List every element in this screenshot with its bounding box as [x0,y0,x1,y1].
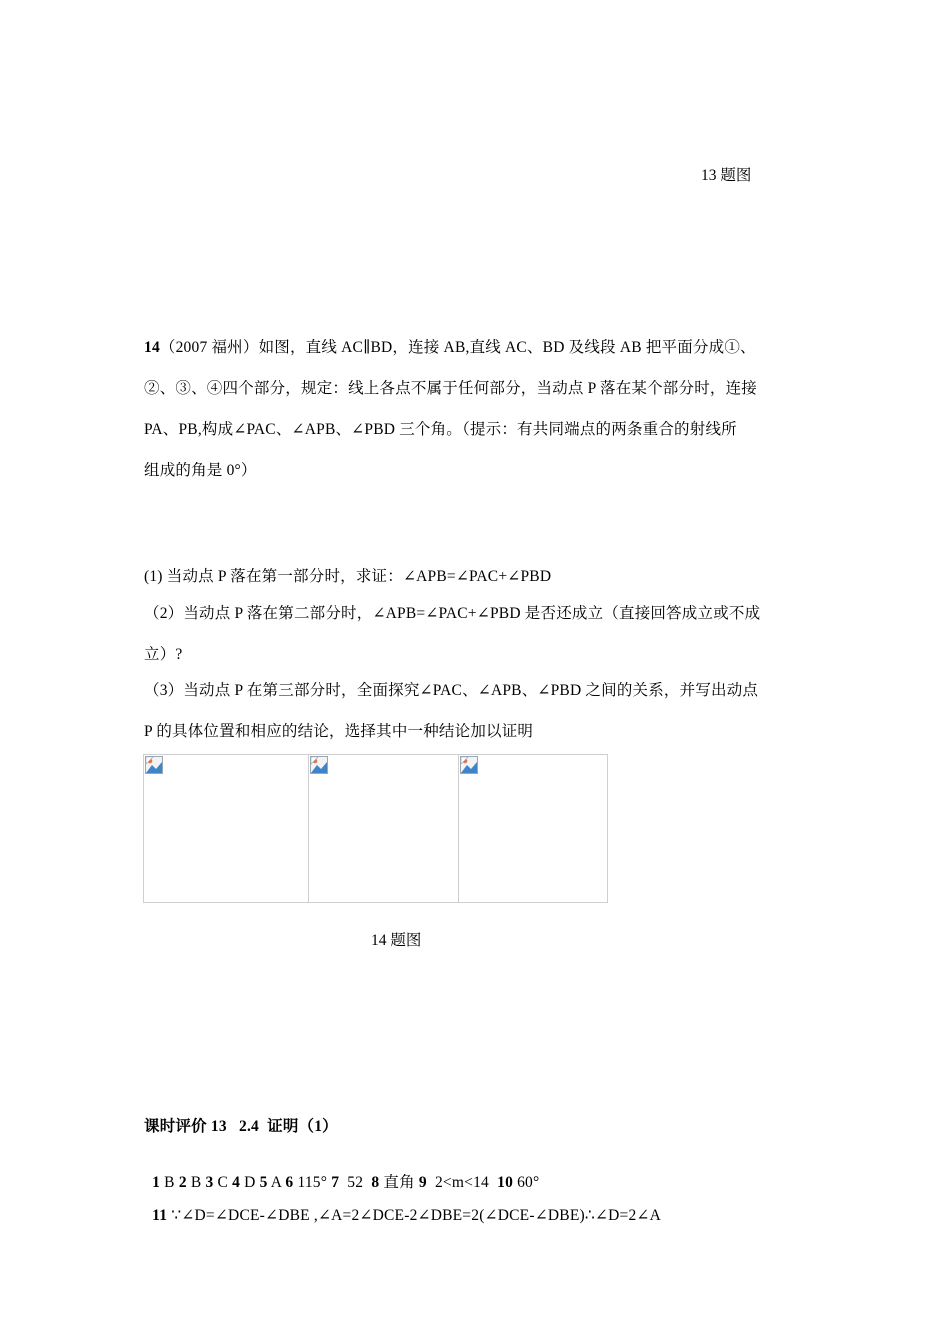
question-14-part-2-line-1: （2）当动点 P 落在第二部分时，∠APB=∠PAC+∠PBD 是否还成立（直接回答成立或不成 [144,605,761,622]
question-14-number: 14 [144,339,160,356]
answer-number: 2 [178,1174,187,1191]
broken-image-icon [145,756,163,774]
answer-value: B [160,1174,179,1191]
answer-number: 1 [152,1174,161,1191]
answer-number: 5 [259,1174,268,1191]
figure-14-caption: 14 题图 [371,932,422,949]
broken-image-icon [460,756,478,774]
question-14-line-4: 组成的角是 0°） [144,462,257,479]
answer-number: 3 [205,1174,214,1191]
question-14-part-2-line-2: 立）? [144,646,183,663]
answer-value: B [186,1174,206,1191]
answer-value: A [267,1174,286,1191]
figure-14-image-3 [459,754,608,903]
answer-number: 10 [497,1174,514,1191]
answers-heading: 课时评价 13 2.4 证明（1） [144,1118,338,1135]
answer-number: 6 [285,1174,294,1191]
question-14-part-3-line-1: （3）当动点 P 在第三部分时，全面探究∠PAC、∠APB、∠PBD 之间的关系，并写出动点 [144,682,759,699]
answer-number: 7 [331,1174,340,1191]
figure-13-caption: 13 题图 [701,167,752,184]
figure-14-image-1 [143,754,309,903]
question-14-line-1 [144,335,756,357]
answer-number: 4 [232,1174,241,1191]
answer-11-number: 11 [152,1207,168,1224]
figure-14-image-2 [309,754,459,903]
answer-value: 52 [339,1174,372,1191]
question-14-line-3: PA、PB,构成∠PAC、∠APB、∠PBD 三个角。（提示：有共同端点的两条重合的射线所 [144,421,737,438]
answer-value: 2<m<14 [426,1174,498,1191]
answer-value: 60° [513,1174,540,1191]
answer-value: 直角 [379,1174,419,1191]
question-14-part-1: (1) 当动点 P 落在第一部分时，求证：∠APB=∠PAC+∠PBD [144,568,552,585]
answer-value: C [213,1174,233,1191]
broken-image-icon [310,756,328,774]
answer-value: D [240,1174,260,1191]
answer-number: 9 [418,1174,427,1191]
question-14-text-1: （2007 福州）如图，直线 AC∥BD，连接 AB,直线 AC、BD 及线段 AB 把平面分成①、 [159,339,756,356]
answer-number: 8 [371,1174,380,1191]
question-14-part-3-line-2: P 的具体位置和相应的结论，选择其中一种结论加以证明 [144,723,534,740]
figure-14-row [143,754,608,905]
answer-11-text: ∵∠D=∠DCE-∠DBE ,∠A=2∠DCE-2∠DBE=2(∠DCE-∠DBE)∴∠D=2∠A [167,1207,661,1224]
answer-11 [144,1188,661,1225]
answers-list [144,1152,539,1192]
answer-value: 115° [293,1174,332,1191]
question-14-line-2: ②、③、④四个部分，规定：线上各点不属于任何部分，当动点 P 落在某个部分时，连接 [144,380,757,397]
